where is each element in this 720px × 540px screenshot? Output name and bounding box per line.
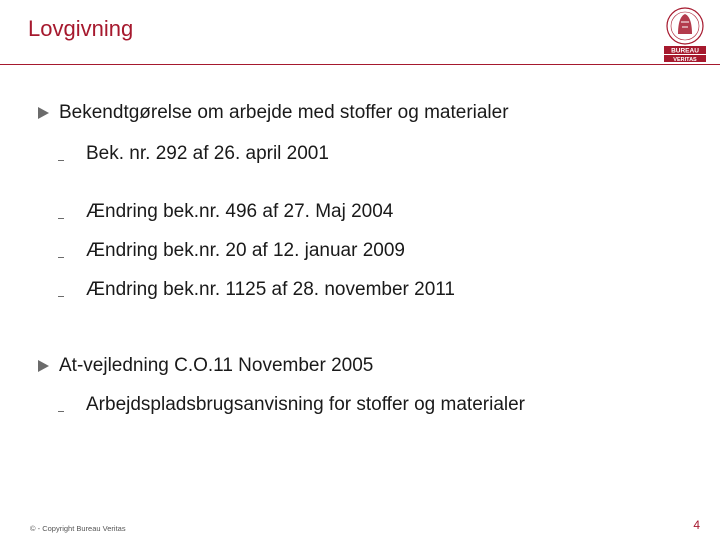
logo-line2: VERITAS	[673, 56, 697, 63]
subitem-2-1	[58, 394, 525, 416]
bullet-arrow-icon	[38, 107, 49, 119]
dash-icon	[58, 296, 64, 297]
subitem-1-3	[58, 240, 405, 262]
bureau-veritas-seal-icon	[660, 4, 710, 64]
slide-title: Lovgivning	[28, 16, 134, 41]
subitem-1-1	[58, 143, 329, 165]
dash-icon	[58, 411, 64, 412]
subitem-text: Ændring bek.nr. 1125 af 28. november 2011	[86, 279, 455, 300]
bullet-arrow-icon	[38, 360, 49, 372]
subitem-1-4	[58, 279, 455, 301]
bullet-1	[38, 102, 509, 124]
dash-icon	[58, 160, 64, 161]
dash-icon	[58, 218, 64, 219]
bureau-veritas-logo	[660, 4, 710, 64]
title-divider	[0, 64, 720, 65]
logo-line1: BUREAU	[671, 47, 699, 55]
dash-icon	[58, 257, 64, 258]
subitem-text: Ændring bek.nr. 20 af 12. januar 2009	[86, 240, 406, 261]
subitem-1-2	[58, 201, 393, 223]
subitem-text: Bek. nr. 292 af 26. april 2001	[86, 143, 329, 164]
subitem-text: Arbejdspladsbrugsanvisning for stoffer og materialer	[86, 394, 525, 415]
bullet-2	[38, 355, 373, 377]
page-number: 4	[693, 518, 700, 532]
bullet-1-text: Bekendtgørelse om arbejde med stoffer og materialer	[59, 102, 509, 123]
footer-copyright: © - Copyright Bureau Veritas	[30, 524, 126, 533]
bullet-2-text: At-vejledning C.O.11 November 2005	[59, 355, 374, 376]
subitem-text: Ændring bek.nr. 496 af 27. Maj 2004	[86, 201, 394, 222]
